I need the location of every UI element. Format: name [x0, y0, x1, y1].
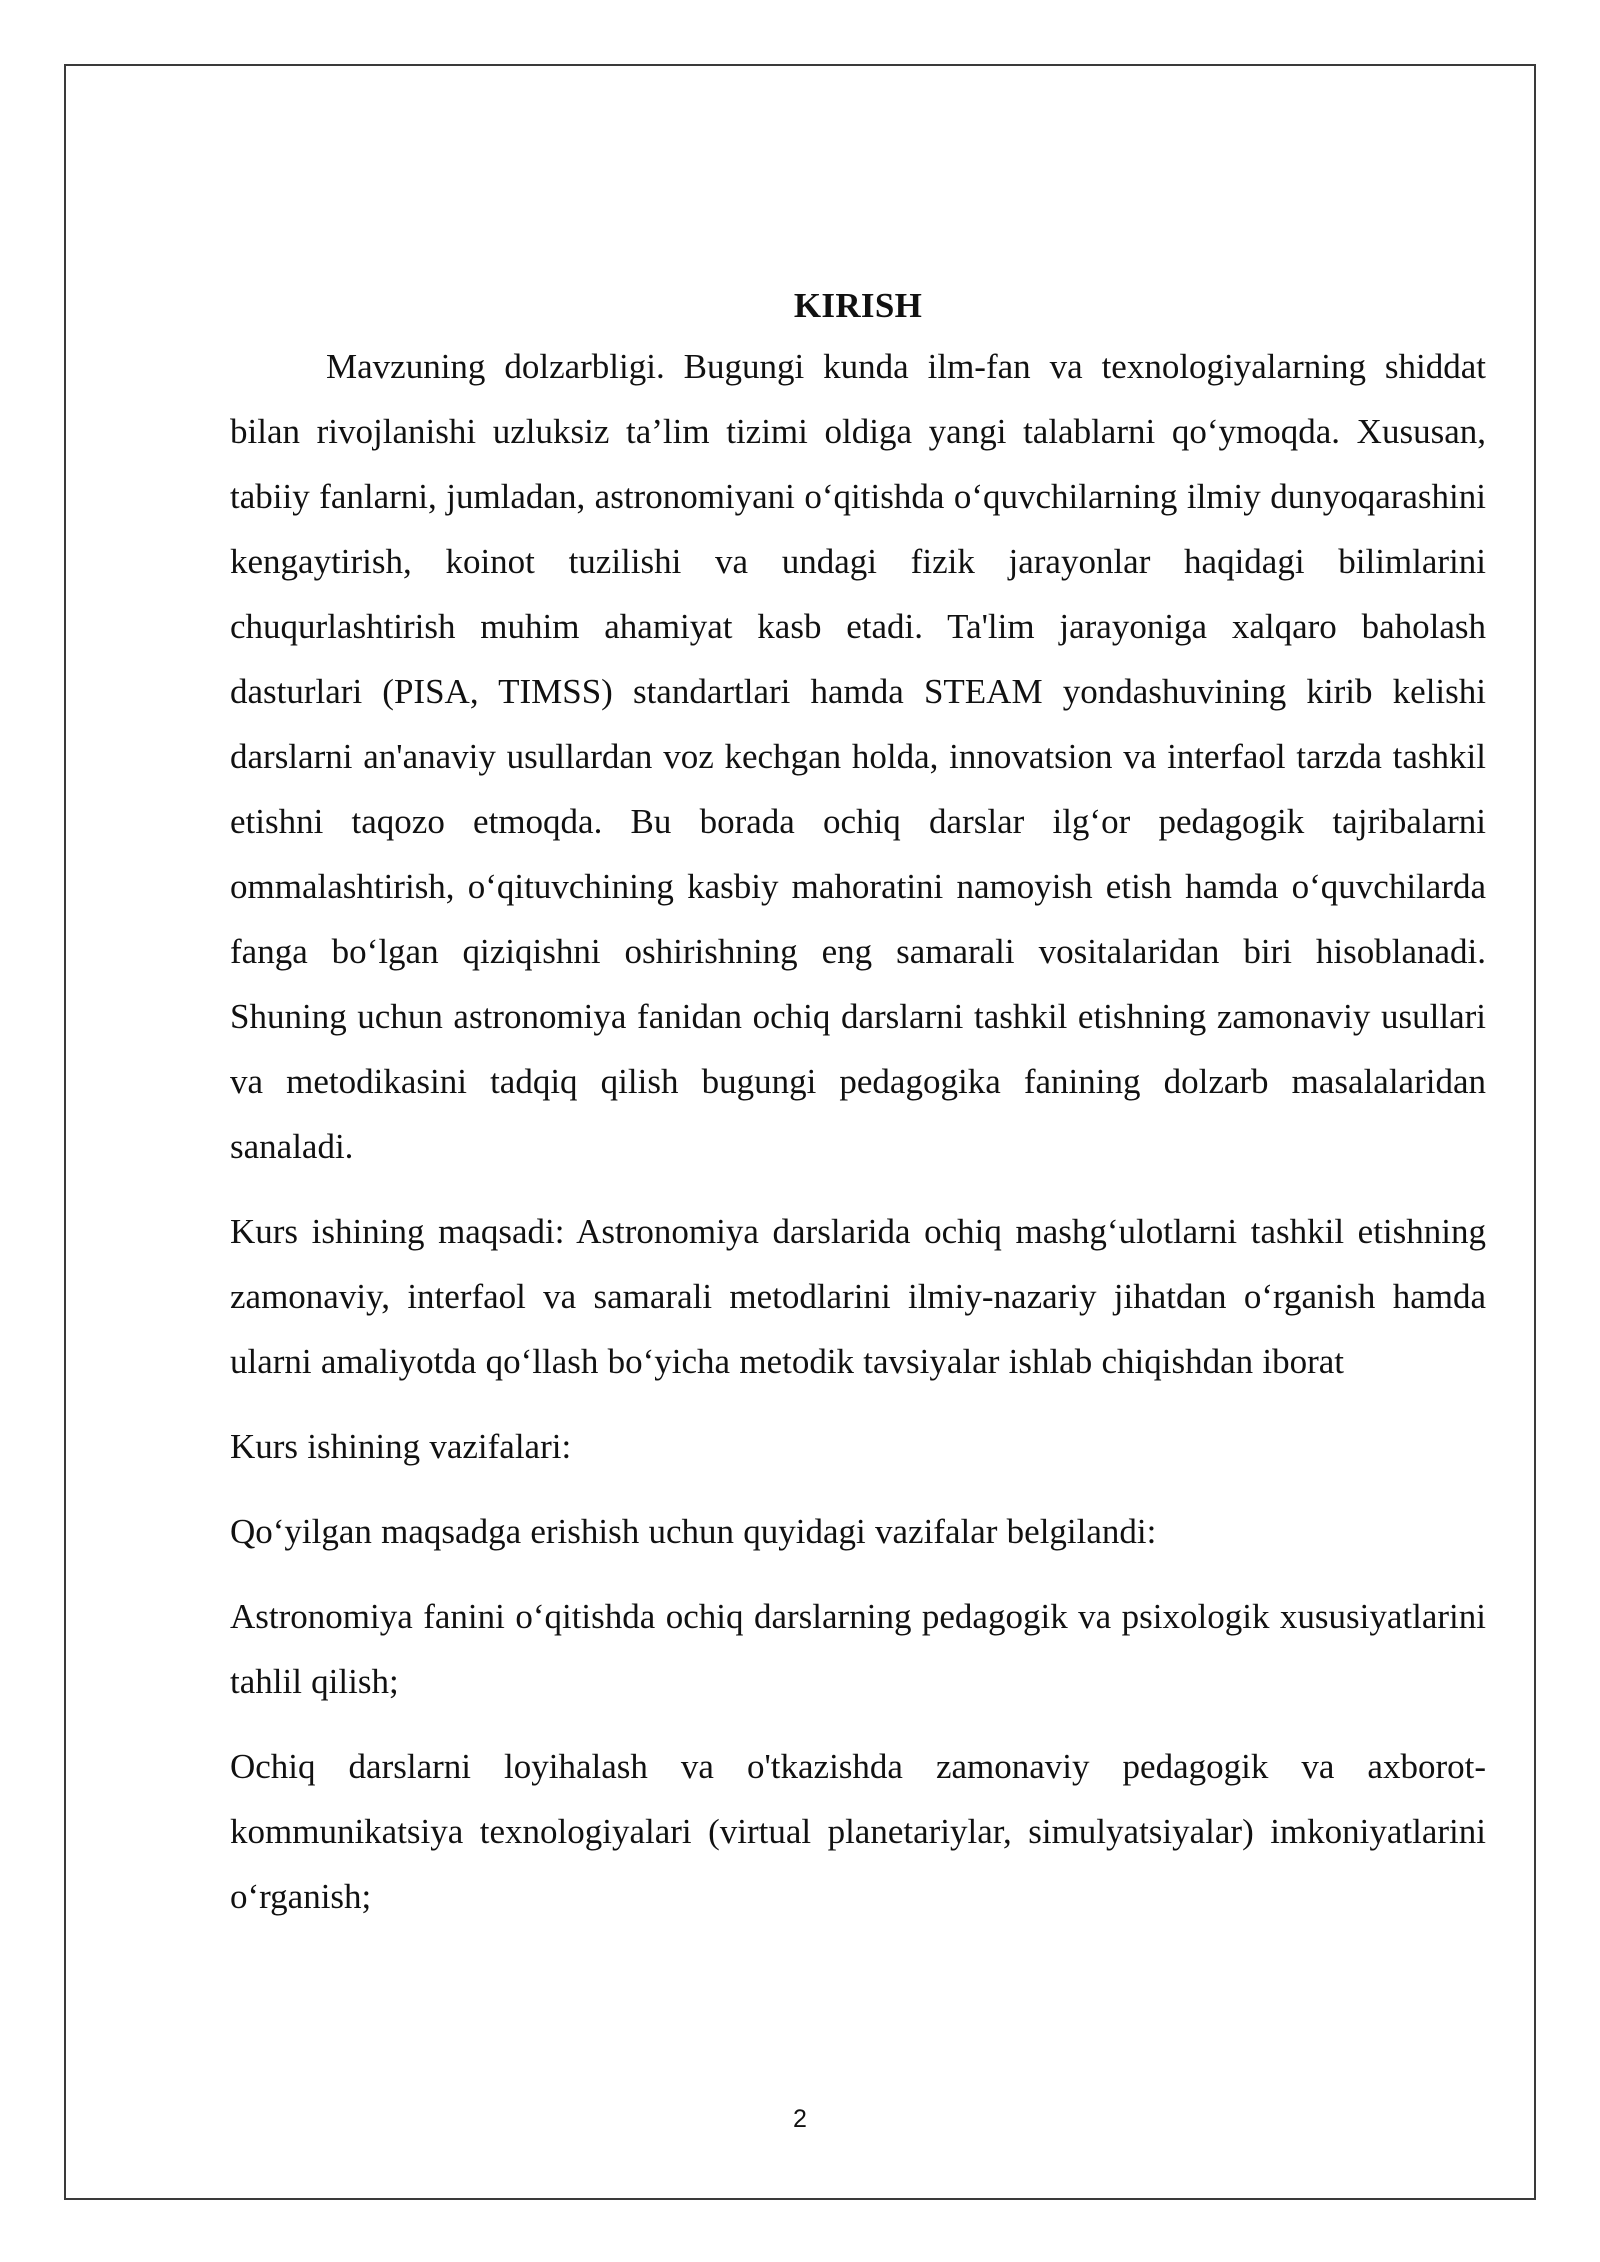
- section-heading: KIRISH: [793, 286, 923, 325]
- page-number: 2: [793, 2105, 807, 2133]
- paragraph-goal: Kurs ishining maqsadi: Astronomiya darslarida ochiq mashg‘ulotlarni tashkil etishning zamonaviy, interfaol va samarali metodlarini ilmiy-nazariy jihatdan o‘rganish hamda ularni amaliyotda qo‘llash bo‘yicha metodik tavsiyalar ishlab chiqishdan iborat: [230, 1212, 1486, 1381]
- paragraph-tasks-title: Kurs ishining vazifalari:: [230, 1427, 572, 1466]
- paragraph-task-2: Ochiq darslarni loyihalash va o'tkazishda zamonaviy pedagogik va axborot-kommunikatsiya texnologiyalari (virtual planetariylar, simulyatsiyalar) imkoniyatlarini o‘rganish;: [230, 1747, 1486, 1916]
- paragraph-task-1: Astronomiya fanini o‘qitishda ochiq darslarning pedagogik va psixologik xususiyatlarini tahlil qilish;: [230, 1597, 1486, 1701]
- paragraph-tasks-intro: Qo‘yilgan maqsadga erishish uchun quyidagi vazifalar belgilandi:: [230, 1512, 1157, 1551]
- paragraph-relevance: Mavzuning dolzarbligi. Bugungi kunda ilm-fan va texnologiyalarning shiddat bilan rivojlanishi uzluksiz ta’lim tizimi oldiga yangi talablarni qo‘ymoqda. Xususan, tabiiy fanlarni, jumladan, astronomiyani o‘qitishda o‘quvchilarning ilmiy dunyoqarashini kengaytirish, koinot tuzilishi va undagi fizik jarayonlar haqidagi bilimlarini chuqurlashtirish muhim ahamiyat kasb etadi. Ta'lim jarayoniga xalqaro baholash dasturlari (PISA, TIMSS) standartlari hamda STEAM yondashuvining kirib kelishi darslarni an'anaviy usullardan voz kechgan holda, innovatsion va interfaol tarzda tashkil etishni taqozo etmoqda. Bu borada ochiq darslar ilg‘or pedagogik tajribalarni ommalashtirish, o‘qituvchining kasbiy mahoratini namoyish etish hamda o‘quvchilarda fanga bo‘lgan qiziqishni oshirishning eng samarali vositalaridan biri hisoblanadi. Shuning uchun astronomiya fanidan ochiq darslarni tashkil etishning zamonaviy usullari va metodikasini tadqiq qilish bugungi pedagogika fanining dolzarb masalalaridan sanaladi.: [230, 347, 1486, 1166]
- document-body: [230, 280, 1486, 1929]
